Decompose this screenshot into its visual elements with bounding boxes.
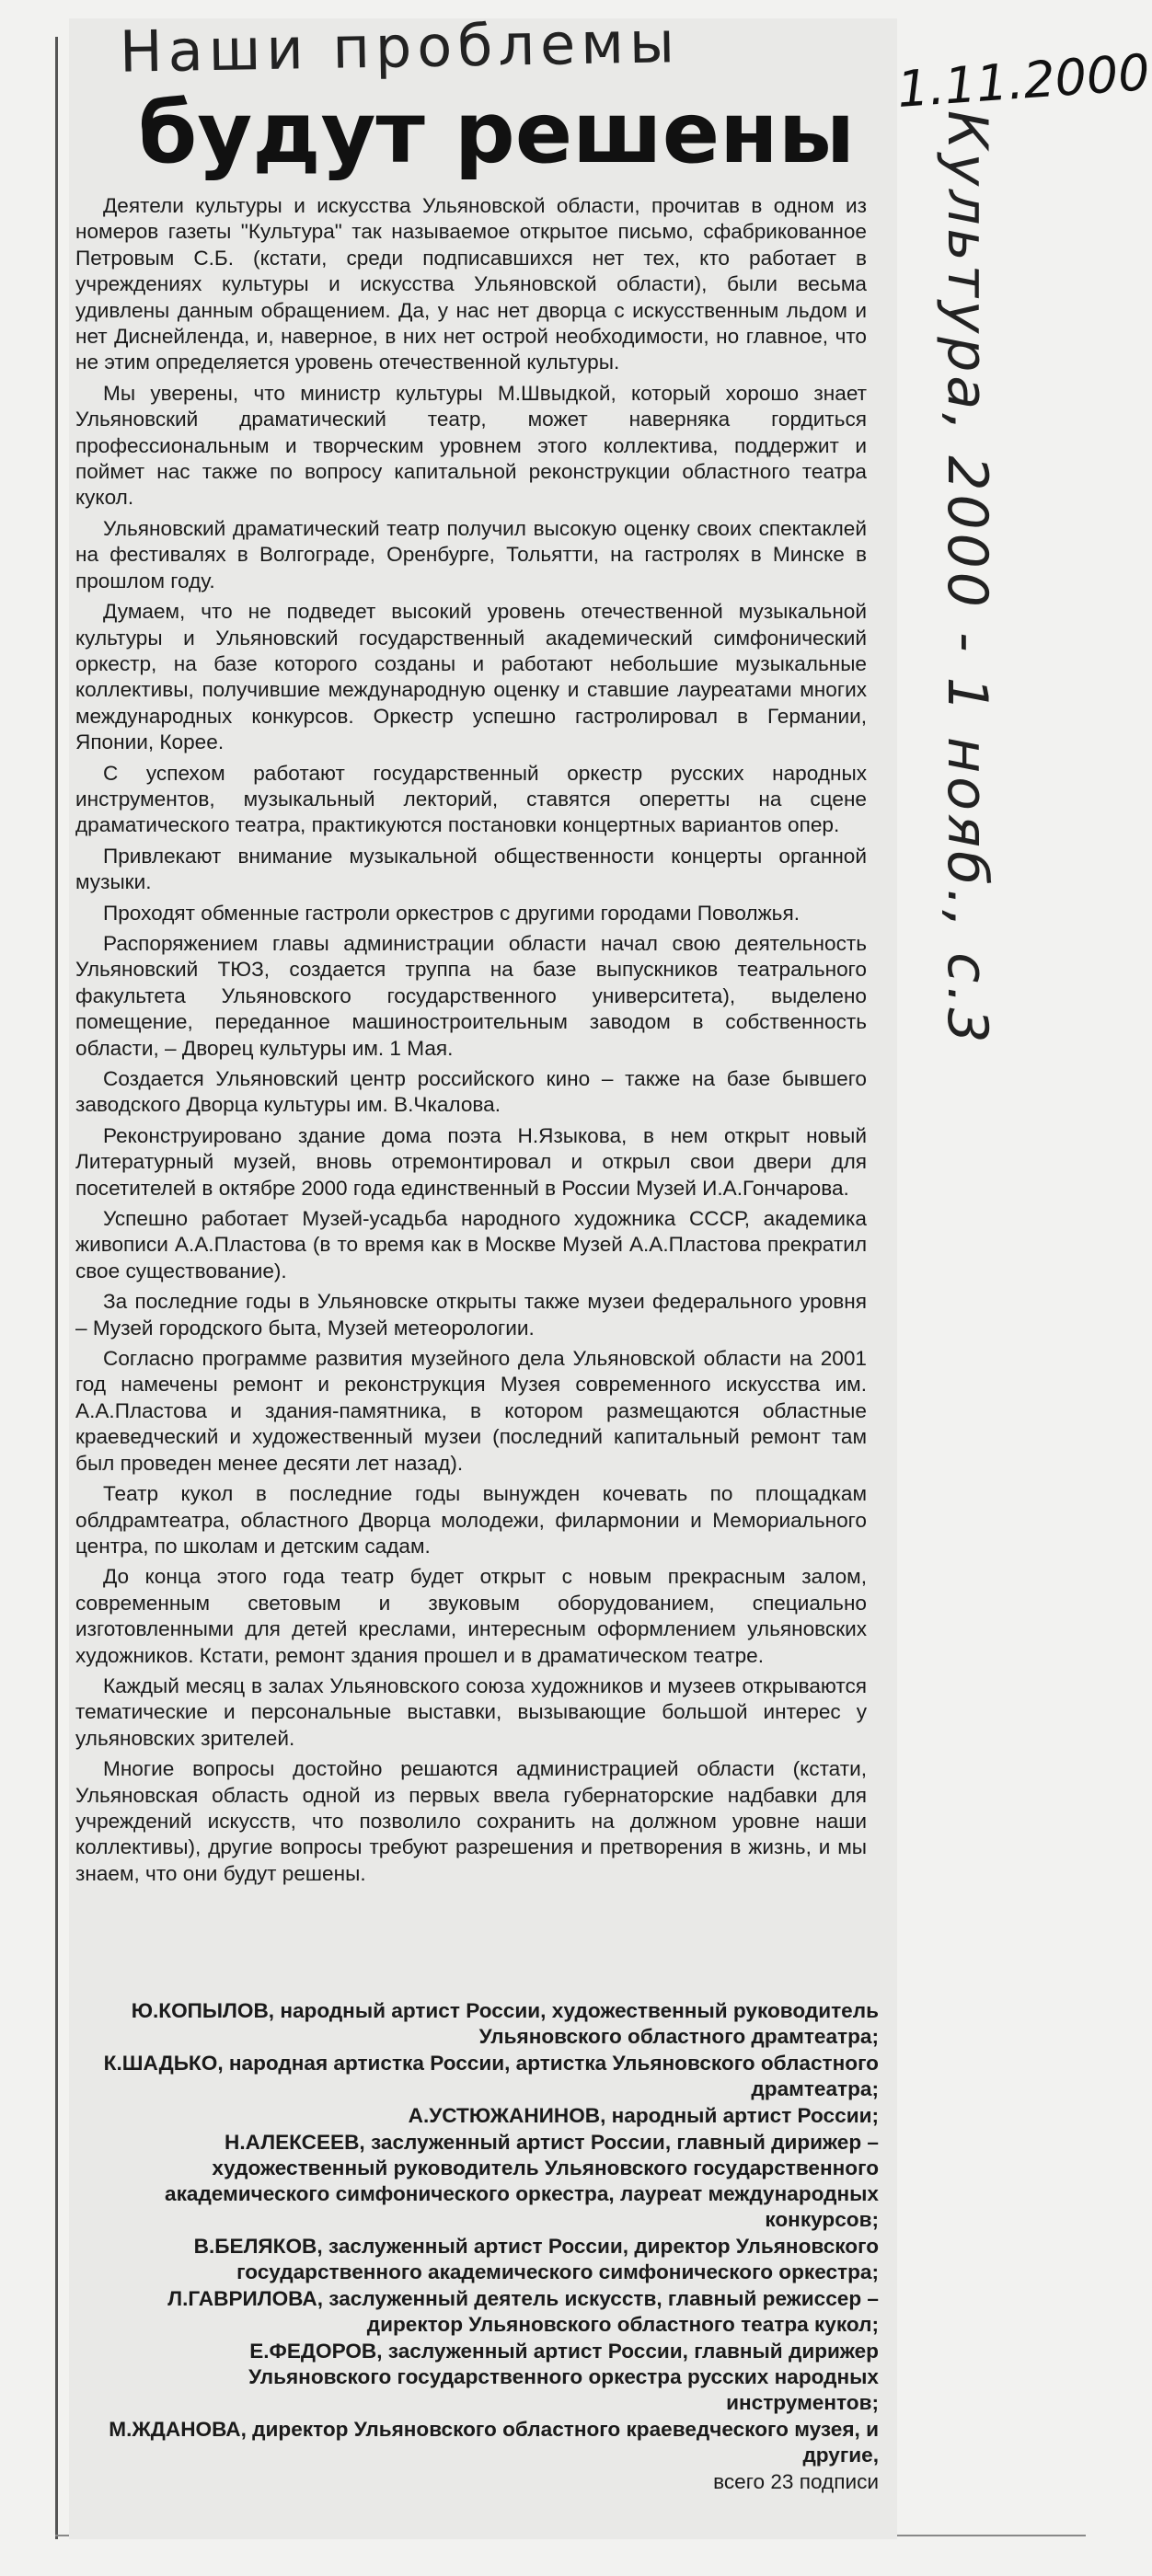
signer-name: Ю.КОПЫЛОВ: [131, 1999, 269, 2022]
signer-title: , заслуженный артист России, директор Ульяновского государственного академического симфонического оркестра;: [236, 2235, 879, 2283]
signer-title: , директор Ульяновского областного краеведческого музея, и другие,: [240, 2418, 879, 2467]
signature-block: [101, 1998, 879, 2496]
paragraph: Многие вопросы достойно решаются администрацией области (кстати, Ульяновская область одной из первых ввела губернаторские надбавки для учреждений искусств, что позволило сохранить на должном уровне наши коллективы), другие вопросы требуют разрешения и претворения в жизнь, и мы знаем, что они будут решены.: [75, 1757, 867, 1885]
signature: [101, 2417, 879, 2468]
article-body: [75, 193, 867, 1892]
signature: [101, 2051, 879, 2102]
signature: [101, 1998, 879, 2050]
signature: [101, 2103, 879, 2129]
paragraph: Ульяновский драматический театр получил высокую оценку своих спектаклей на фестивалях в Волгограде, Оренбурге, Тольятти, на гастролях в Минске в прошлом году.: [75, 516, 867, 592]
signer-name: К.ШАДЬКО: [103, 2052, 218, 2075]
signer-title: , заслуженный артист России, главный дирижер – художественный руководитель Ульяновского государственного академического симфонического оркестра, лауреат международных конкурсов;: [165, 2131, 879, 2231]
signatures-total: всего 23 подписи: [713, 2470, 879, 2493]
signature: [101, 2234, 879, 2285]
signature: [101, 2339, 879, 2416]
paragraph: Театр кукол в последние годы вынужден кочевать по площадкам облдрамтеатра, областного Дворца молодежи, филармонии и Мемориального центра, по школам и детским садам.: [75, 1482, 867, 1558]
paragraph: С успехом работают государственный оркестр русских народных инструментов, музыкальный лекторий, ставятся оперетты на сцене драматического театра, практикуются постановки концертных вариантов опер.: [75, 761, 867, 837]
signer-name: Н.АЛЕКСЕЕВ: [225, 2131, 360, 2154]
signer-title: , народная артистка России, артистка Ульяновского областного драмтеатра;: [217, 2052, 879, 2100]
paragraph: До конца этого года театр будет открыт с новым прекрасным залом, современным световым и звуковым оборудованием, специально изготовленными для детей креслами, интересным оформлением ульяновских художников. Кстати, ремонт здания прошел и в драматическом театре.: [75, 1565, 867, 1667]
article-headline: будут решены: [138, 84, 855, 182]
paragraph: Реконструировано здание дома поэта Н.Языкова, в нем открыт новый Литературный музей, вновь отремонтировал и открыл свои двери для посетителей в октябре 2000 года единственный в России Музей И.А.Гончарова.: [75, 1123, 867, 1200]
signer-name: М.ЖДАНОВА: [109, 2418, 241, 2441]
signer-name: Л.ГАВРИЛОВА: [167, 2287, 317, 2310]
signer-name: Е.ФЕДОРОВ: [249, 2340, 377, 2363]
paragraph: Каждый месяц в залах Ульяновского союза художников и музеев открываются тематические и персональные выставки, вызывающие большой интерес у ульяновских зрителей.: [75, 1673, 867, 1750]
handwritten-source-note: Культура, 2000 - 1 нояб., с.3: [935, 110, 999, 1047]
paragraph: Создается Ульяновский центр российского кино – также на базе бывшего заводского Дворца культуры им. В.Чкалова.: [75, 1067, 867, 1117]
paragraph: Деятели культуры и искусства Ульяновской области, прочитав в одном из номеров газеты "Культура" так называемое открытое письмо, сфабрикованное Петровым С.Б. (кстати, среди подписавшихся нет тех, кто работает в учреждениях культуры и искусства Ульяновской области), были весьма удивлены данным обращением. Да, у нас нет дворца с искусственным льдом и нет Диснейленда, и, наверное, в них нет острой необходимости, но главное, что не этим определяется уровень отечественной культуры.: [75, 194, 867, 374]
handwritten-date: 1.11.2000: [895, 42, 1152, 119]
paragraph: Проходят обменные гастроли оркестров с другими городами Поволжья.: [103, 901, 800, 925]
handwritten-title: Наши проблемы: [119, 8, 681, 86]
paragraph: Согласно программе развития музейного дела Ульяновской области на 2001 год намечены ремонт и реконструкция Музея современного искусства им. А.А.Пластова и здания-памятника, в котором размещаются областные краеведческий и художественный музеи (последний капитальный ремонт там был проведен менее десяти лет назад).: [75, 1347, 867, 1475]
signer-title: , заслуженный деятель искусств, главный режиссер – директор Ульяновского областного театра кукол;: [317, 2287, 879, 2336]
scan-frame-left: [55, 37, 58, 2539]
paragraph: Думаем, что не подведет высокий уровень отечественной музыкальной культуры и Ульяновский государственный академический симфонический оркестр, на базе которого созданы и работают небольшие музыкальные коллективы, получившие международную оценку и ставшие лауреатами многих международных конкурсов. Оркестр успешно гастролировал в Германии, Японии, Корее.: [75, 600, 867, 754]
signer-title: , заслуженный артист России, главный дирижер Ульяновского государственного оркестра русских народных инструментов;: [248, 2340, 879, 2414]
signer-title: , народный артист России;: [600, 2104, 879, 2127]
signature: [101, 2130, 879, 2233]
paragraph: Привлекают внимание музыкальной общественности концерты органной музыки.: [75, 844, 867, 894]
signer-title: , народный артист России, художественный руководитель Ульяновского областного драмтеатра;: [268, 1999, 879, 2048]
paragraph: Распоряжением главы администрации области начал свою деятельность Ульяновский ТЮЗ, создается труппа на базе выпускников театрального факультета Ульяновского государственного университета), выделено помещение, переданное машиностроительным заводом в собственность области, – Дворец культуры им. 1 Мая.: [75, 931, 867, 1060]
signer-name: В.БЕЛЯКОВ: [193, 2235, 317, 2258]
signature: [101, 2286, 879, 2338]
paragraph: Успешно работает Музей-усадьба народного художника СССР, академика живописи А.А.Пластова (в то время как в Москве Музей А.А.Пластова прекратил свое существование).: [75, 1207, 867, 1282]
signer-name: А.УСТЮЖАНИНОВ: [408, 2104, 601, 2127]
paragraph: За последние годы в Ульяновске открыты также музеи федерального уровня – Музей городского быта, Музей метеорологии.: [75, 1290, 867, 1340]
paragraph: Мы уверены, что министр культуры М.Швыдкой, который хорошо знает Ульяновский драматический театр, может наверняка гордиться профессиональным и творческим уровнем этого коллектива, поддержит и поймет нас также по вопросу капитальной реконструкции областного театра кукол.: [75, 381, 867, 510]
